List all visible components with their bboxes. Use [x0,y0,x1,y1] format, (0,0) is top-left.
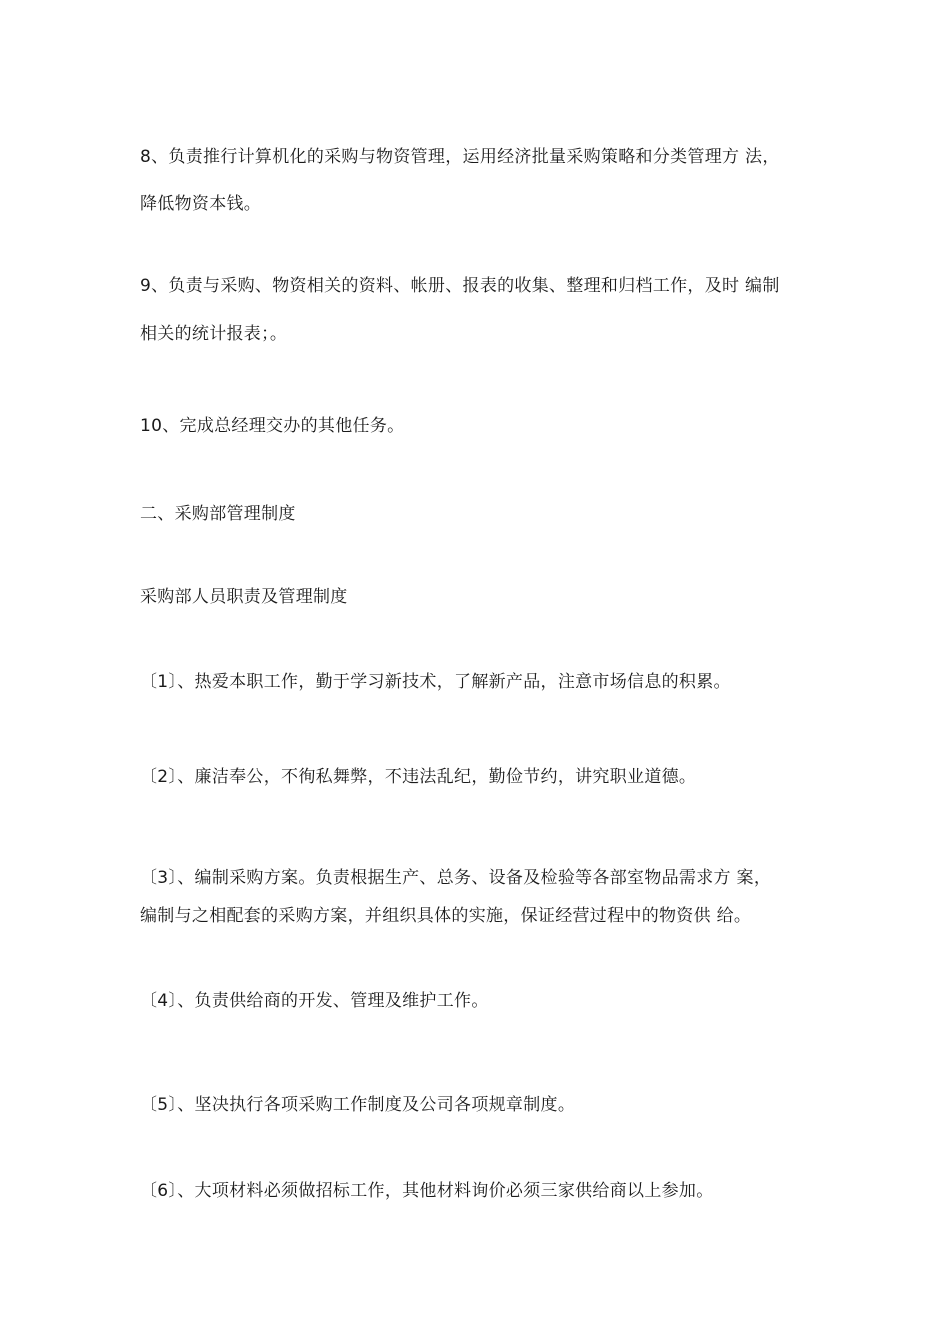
item-10: 10、完成总经理交办的其他任务。 [140,416,405,436]
section-heading: 二、采购部管理制度 [140,504,296,524]
rule-2: 〔2〕、廉洁奉公，不徇私舞弊，不违法乱纪，勤俭节约，讲究职业道德。 [140,767,697,787]
rule-4: 〔4〕、负责供给商的开发、管理及维护工作。 [140,991,489,1011]
sub-heading: 采购部人员职责及管理制度 [140,587,348,607]
rule-3-line-2: 编制与之相配套的采购方案，并组织具体的实施，保证经营过程中的物资供 给。 [140,906,752,926]
item-8-line-2: 降低物资本钱。 [140,194,262,214]
rule-6: 〔6〕、大项材料必须做招标工作，其他材料询价必须三家供给商以上参加。 [140,1181,714,1201]
item-9-line-2: 相关的统计报表；。 [140,324,288,344]
item-8-line-1: 8、负责推行计算机化的采购与物资管理，运用经济批量采购策略和分类管理方 法， [140,147,780,167]
rule-5: 〔5〕、坚决执行各项采购工作制度及公司各项规章制度。 [140,1095,576,1115]
item-9-line-1: 9、负责与采购、物资相关的资料、帐册、报表的收集、整理和归档工作，及时 编制 [140,276,780,296]
rule-3-line-1: 〔3〕、编制采购方案。负责根据生产、总务、设备及检验等各部室物品需求方 案， [140,868,772,888]
rule-1: 〔1〕、热爱本职工作，勤于学习新技术，了解新产品，注意市场信息的积累。 [140,672,731,692]
